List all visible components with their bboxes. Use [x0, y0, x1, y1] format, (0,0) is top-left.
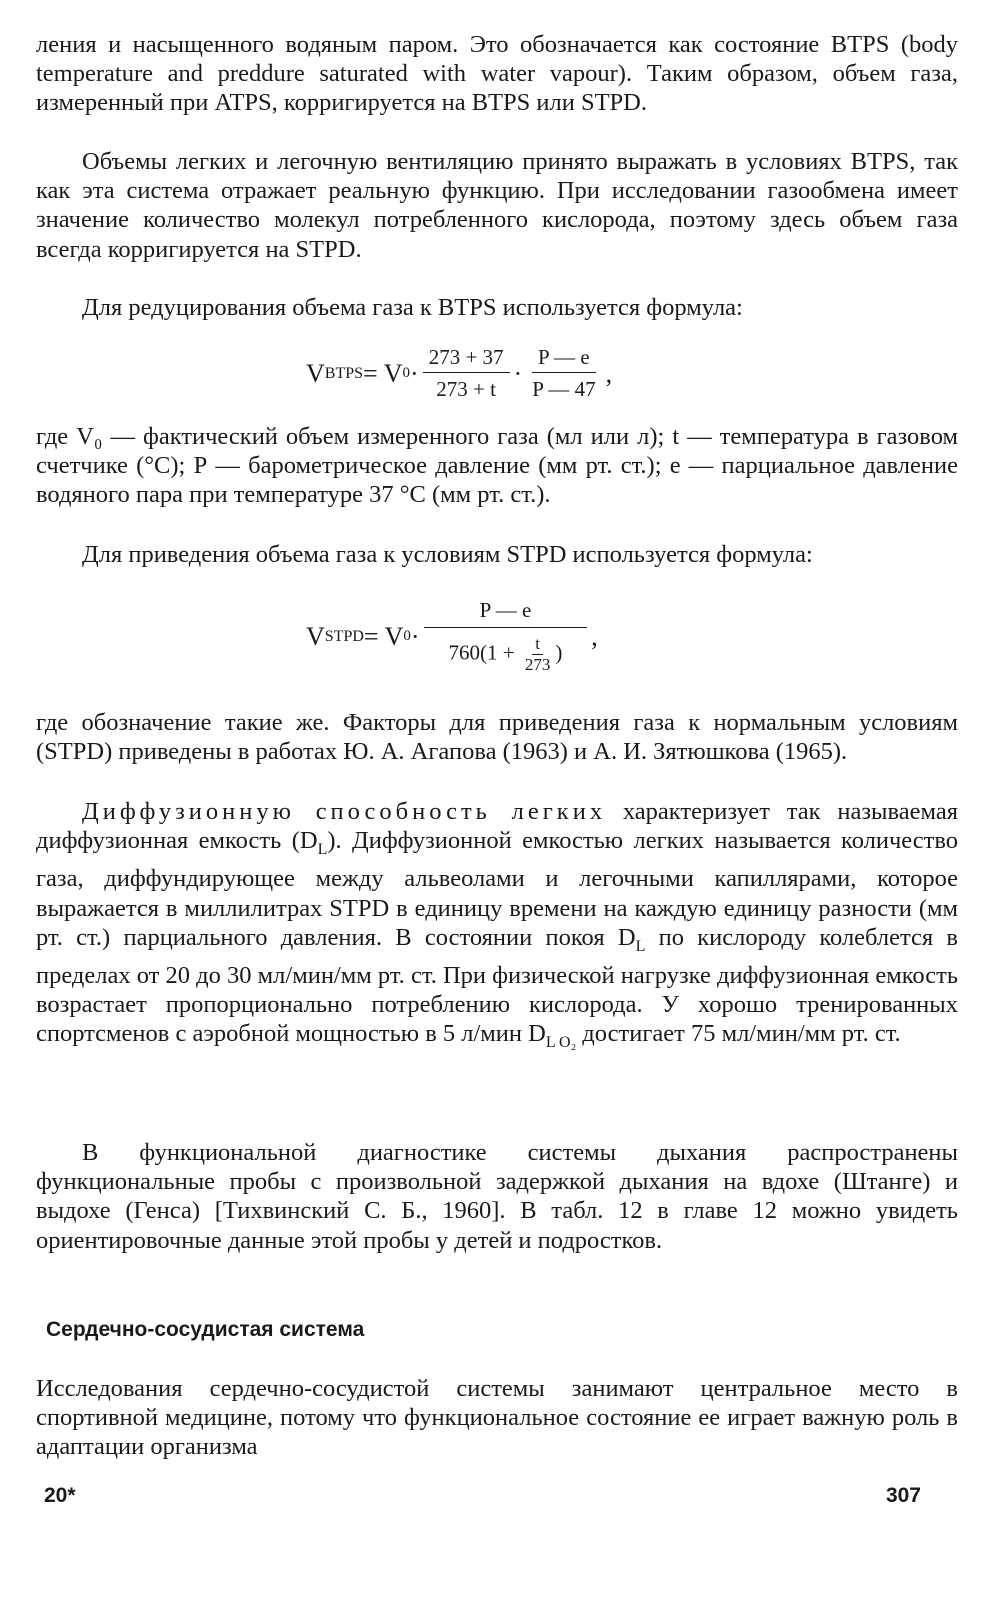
signature-mark: 20*	[44, 1484, 76, 1507]
paragraph-stpd-formula-intro: Для приведения объема газа к условиям STPD используется формула:	[82, 541, 813, 568]
paragraph-btps-intro: ления и насыщенного водяным паром. Это обозначается как состояние BTPS (body temperature and preddure saturated with water vapour). Таким образом, объем газа, измеренный при ATPS, корригируется на BTPS или STPD.	[36, 31, 958, 117]
section-heading: Сердечно-сосудистая система	[46, 1318, 365, 1341]
paragraph-stpd-factors: где обозначение такие же. Факторы для приведения газа к нормальным условиям (STPD) приведены в работах Ю. А. Агапова (1963) и А. И. Зятюшкова (1965).	[36, 709, 958, 766]
formula-btps: V BTPS = V 0 · $\frac{273 + 37}{273 + t}$ · $\frac{P — e}{P — 47}$ ,	[306, 345, 613, 401]
paragraph-breath-tests: В функциональной диагностике системы дыхания распространены функциональные пробы с произвольной задержкой дыхания на вдохе (Штанге) и выдохе (Генса) [Тихвинский С. Б., 1960]. В табл. 12 в главе 12 можно увидеть ориентировочные данные этой пробы у детей и подростков.	[36, 1139, 958, 1254]
fraction-stpd: P — e 760(1 + $\frac{t}{273}$ )	[424, 598, 588, 675]
fraction-temperature: $\frac{273 + 37}{273 + t}$	[423, 345, 510, 402]
page-number: 307	[885, 1484, 921, 1507]
paragraph-diffusion: Диффузионную способность легких характеризует так называемая диффузионная емкость $(D_L)$. Диффузионной емкостью легких называется количество газа, диффундирующее между альвеолами и легочными капиллярами, которое выражается в миллилитрах STPD в единицу времени на каждую единицу разности (мм рт. ст.) парциального давления. В состоянии покоя $D_L$ по кислороду колеблется в пределах от 20 до 30 мл/мин/мм рт. ст. При физической нагрузке диффузионная емкость возрастает пропорционально потреблению кислорода. У хорошо тренированных спортсменов с аэробной мощностью в 5 л/мин $D_{L O_2}$ достигает 75 мл/мин/мм рт. ст.	[36, 798, 958, 1052]
fraction-pressure: $\frac{P — e}{P — 47}$	[532, 345, 596, 401]
paragraph-btps-formula-intro: Для редуцирования объема газа к BTPS используется формула:	[82, 294, 743, 321]
paragraph-btps-definitions: где V₀ — фактический объем измеренного газа (мл или л); t — температура в газовом счетчике (°С); Р — барометрическое давление (мм рт. ст.); е — парциальное давление водяного пара при температуре 37 °С (мм рт. ст.).	[36, 423, 958, 509]
paragraph-cardio-intro: Исследования сердечно-сосудистой системы занимают центральное место в спортивной медицине, потому что функциональное состояние ее играет важную роль в адаптации организма	[36, 1375, 958, 1461]
formula-stpd: V STPD = V 0 · P — e 760(1 + $\frac{t}{273}$ ) ,	[306, 598, 598, 674]
paragraph-lung-volumes: Объемы легких и легочную вентиляцию принято выражать в условиях BTPS, так как эта система отражает реальную функцию. При исследовании газообмена имеет значение количество молекул потребленного кислорода, поэтому здесь объем газа всегда корригируется на STPD.	[36, 148, 958, 263]
